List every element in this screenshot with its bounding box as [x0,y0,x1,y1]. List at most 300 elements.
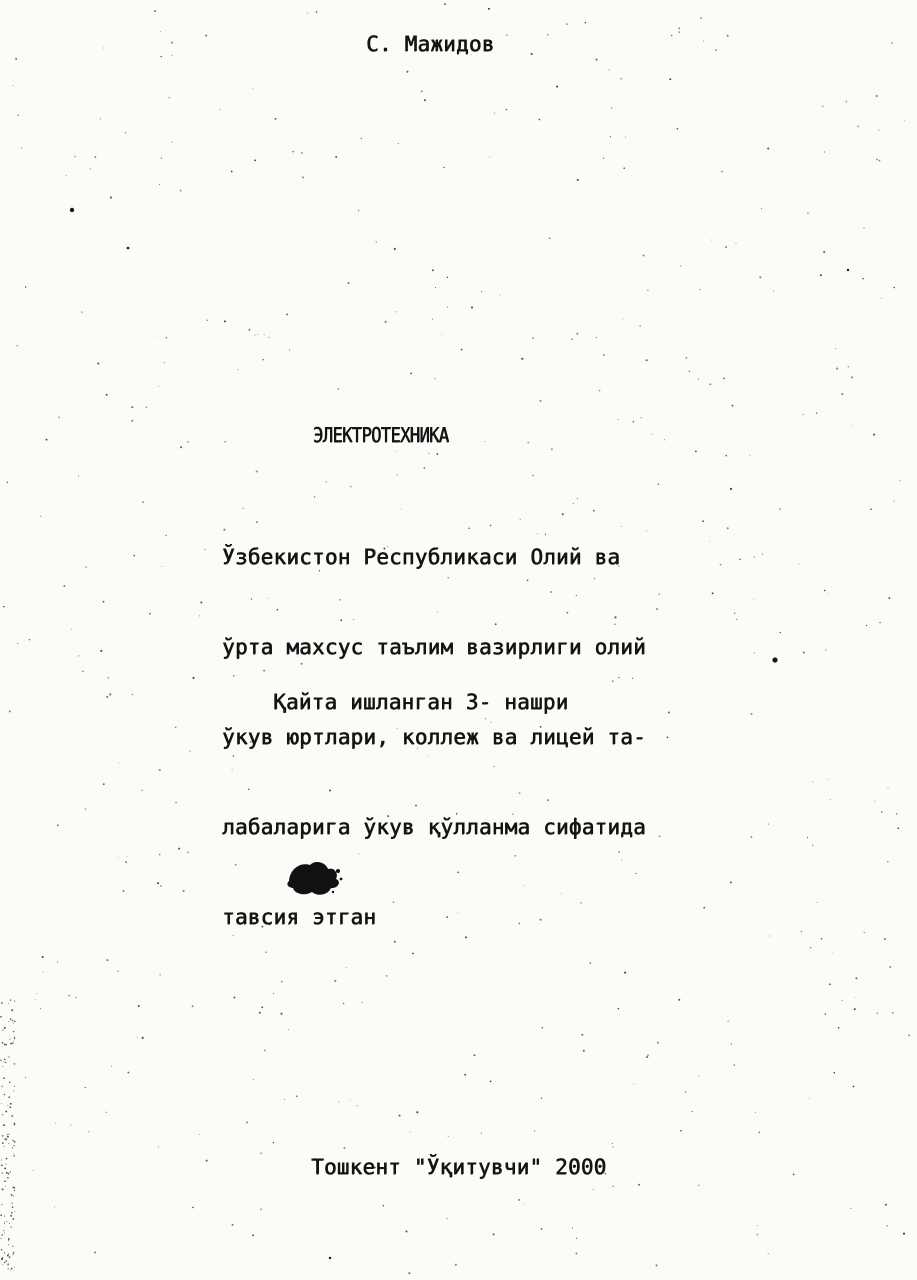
paper-speck [178,848,180,850]
paper-speck [731,1043,732,1044]
paper-speck [6,1221,7,1222]
paper-speck [730,882,732,884]
paper-speck [14,1211,15,1212]
paper-speck [348,282,350,284]
paper-speck [343,1147,345,1149]
paper-speck [447,277,448,278]
paper-speck [2,1086,3,1087]
paper-speck [175,802,177,804]
paper-speck [596,59,598,61]
paper-speck [531,53,533,55]
paper-speck [81,311,82,312]
paper-speck [6,1044,7,1045]
paper-speck [656,1264,658,1266]
paper-speck [4,1180,6,1182]
paper-speck [106,696,108,698]
paper-speck [767,147,769,149]
paper-speck [836,368,838,370]
paper-speck [180,446,182,448]
paper-speck [78,476,79,477]
paper-speck [575,1253,577,1255]
paper-speck [646,359,648,361]
paper-speck [799,563,800,564]
paper-speck [13,1153,14,1154]
paper-speck [643,255,645,257]
paper-speck [490,1081,492,1083]
paper-speck [10,999,11,1000]
paper-speck [549,237,551,239]
paper-speck [254,159,256,161]
paper-speck [532,475,533,476]
paper-speck [3,1230,4,1231]
paper-speck [13,1090,14,1091]
paper-speck [12,1206,14,1208]
paper-speck [750,455,751,456]
paper-speck [824,151,825,152]
paper-speck [447,307,448,308]
paper-speck [711,240,712,241]
paper-speck [117,970,118,971]
paper-speck [754,652,755,653]
paper-speck [698,1076,699,1077]
paper-speck [886,1225,888,1227]
paper-speck [169,97,170,98]
paper-speck [160,31,161,32]
paper-speck [908,1035,910,1037]
paper-speck [40,516,41,517]
paper-speck [7,1136,9,1138]
paper-speck [647,290,648,291]
paper-speck [432,319,433,320]
paper-speck [581,1034,583,1036]
paper-speck [172,55,173,56]
paper-speck [231,171,233,173]
paper-speck [10,1215,12,1217]
paper-speck [5,1062,6,1063]
paper-speck [12,1140,13,1141]
paper-speck [0,1059,1,1060]
paper-speck [204,549,205,550]
paper-speck [17,643,18,644]
paper-speck [888,597,890,599]
paper-speck [730,488,732,490]
paper-speck [3,1077,5,1079]
approval-line: Ўзбекистон Республикаси Олий ва [222,545,621,569]
paper-speck [668,711,670,713]
paper-speck [0,1214,2,1216]
paper-speck [268,337,269,338]
paper-speck [618,1008,620,1010]
paper-speck [853,1086,855,1088]
paper-speck [780,632,781,633]
paper-speck [577,179,579,181]
paper-speck [646,1056,648,1058]
paper-speck [851,425,852,426]
ink-dot [329,1257,331,1259]
paper-speck [256,470,258,472]
paper-speck [757,1225,758,1226]
paper-speck [224,441,225,442]
paper-speck [4,1221,5,1222]
paper-speck [633,1083,634,1084]
paper-speck [773,291,774,292]
paper-speck [887,861,888,862]
paper-speck [820,274,822,276]
paper-speck [14,1063,16,1065]
paper-speck [118,858,119,859]
paper-speck [149,613,151,615]
paper-speck [534,1130,535,1131]
paper-speck [183,890,185,892]
paper-speck [812,845,813,846]
paper-speck [11,1115,13,1117]
paper-speck [78,655,79,656]
paper-speck [13,85,14,86]
paper-speck [97,363,99,365]
paper-speck [273,993,274,994]
paper-speck [4,1044,6,1046]
book-title: ЭЛЕКТРОТЕХНИКА [313,423,449,447]
paper-speck [727,35,729,37]
paper-speck [103,601,105,603]
paper-speck [8,1238,10,1240]
paper-speck [528,442,529,443]
paper-speck [2,1029,3,1030]
paper-speck [13,1253,14,1254]
paper-speck [86,567,87,568]
paper-speck [100,650,102,652]
paper-speck [358,210,359,211]
paper-speck [119,763,120,764]
paper-speck [762,554,763,555]
paper-speck [335,156,337,158]
paper-speck [447,1218,448,1219]
paper-speck [4,1167,6,1169]
paper-speck [11,1194,13,1196]
publisher-imprint: Тошкент "Ўқитувчи" 2000 [311,1155,607,1179]
paper-speck [709,383,711,385]
paper-speck [106,1112,107,1113]
paper-speck [11,1268,13,1270]
paper-speck [838,1027,840,1029]
paper-speck [12,1147,13,1148]
paper-speck [126,856,127,857]
paper-speck [825,1013,826,1014]
paper-speck [159,386,160,387]
paper-speck [725,455,727,457]
paper-speck [494,113,495,114]
paper-speck [13,1031,14,1032]
paper-speck [161,566,162,567]
paper-speck [678,31,680,33]
paper-speck [361,138,362,139]
paper-speck [125,861,127,863]
paper-speck [541,1228,543,1230]
paper-speck [876,95,878,97]
paper-speck [686,357,688,359]
paper-speck [75,997,76,998]
paper-speck [680,1130,682,1132]
paper-speck [275,118,277,120]
paper-speck [835,348,836,349]
paper-speck [755,1112,756,1113]
paper-speck [807,837,808,838]
paper-speck [164,362,165,363]
paper-speck [12,1246,13,1247]
paper-speck [9,1106,11,1108]
paper-speck [435,287,436,288]
paper-speck [658,483,659,484]
paper-speck [461,349,463,351]
paper-speck [2,1114,3,1115]
paper-speck [132,694,133,695]
paper-speck [199,1134,200,1135]
paper-speck [523,1204,524,1205]
paper-speck [610,136,611,137]
paper-speck [611,107,613,109]
paper-speck [14,1086,15,1087]
paper-speck [3,1061,4,1062]
paper-speck [657,1042,659,1044]
paper-speck [506,109,507,110]
paper-speck [474,1054,476,1056]
paper-speck [885,1204,887,1206]
paper-speck [585,22,587,24]
paper-speck [192,1005,194,1007]
paper-speck [10,1269,11,1270]
paper-speck [759,276,761,278]
paper-speck [383,1205,384,1206]
paper-speck [667,737,669,739]
paper-speck [395,451,396,452]
paper-speck [63,585,65,587]
paper-speck [180,190,182,192]
paper-speck [13,1041,14,1042]
paper-speck [142,1037,144,1039]
paper-speck [14,1036,15,1037]
paper-speck [828,593,829,594]
paper-speck [877,1013,878,1014]
paper-speck [678,999,680,1001]
paper-speck [159,184,160,185]
paper-speck [138,1005,140,1007]
paper-speck [613,1147,614,1148]
approval-line: тавсия этган [222,905,377,929]
paper-speck [484,441,485,442]
paper-speck [471,306,473,308]
paper-speck [159,769,161,771]
paper-speck [12,1042,13,1043]
paper-speck [677,128,679,130]
paper-speck [571,338,573,340]
paper-speck [248,329,250,331]
paper-speck [262,359,263,360]
paper-speck [264,334,265,335]
paper-speck [252,1234,254,1236]
edition-note: Қайта ишланган 3- нашри [273,690,569,714]
paper-speck [410,373,412,375]
paper-speck [106,959,108,961]
paper-speck [518,1199,520,1201]
paper-speck [829,983,831,985]
paper-speck [257,334,258,335]
paper-speck [43,972,44,973]
paper-speck [46,439,48,441]
paper-speck [357,1105,358,1106]
paper-speck [750,713,752,715]
paper-speck [25,1077,26,1078]
paper-speck [659,593,660,594]
paper-speck [161,157,162,158]
paper-speck [316,11,318,13]
paper-speck [625,137,626,138]
paper-speck [4,1094,6,1096]
paper-speck [36,993,37,994]
paper-speck [1,1204,2,1205]
paper-speck [854,1008,856,1010]
paper-speck [825,649,826,650]
paper-speck [547,34,548,35]
paper-speck [237,369,238,370]
paper-speck [4,1233,5,1234]
paper-speck [55,1123,56,1124]
paper-speck [8,1253,9,1254]
paper-speck [1,1249,2,1251]
paper-speck [160,56,161,57]
paper-speck [841,393,843,395]
paper-speck [190,750,191,751]
paper-speck [481,291,482,292]
paper-speck [2,1172,3,1173]
paper-speck [612,1186,613,1187]
paper-speck [14,1123,16,1125]
author-name: С. Мажидов [366,32,495,56]
paper-speck [889,966,891,968]
paper-speck [166,337,168,339]
paper-speck [111,1066,112,1067]
paper-speck [70,1125,71,1126]
paper-speck [421,90,423,92]
paper-speck [302,176,304,178]
paper-speck [8,1268,9,1269]
paper-speck [801,931,803,933]
paper-speck [2,1142,4,1144]
paper-speck [429,453,430,454]
paper-speck [884,938,886,940]
paper-speck [572,1227,573,1228]
paper-speck [721,171,723,173]
paper-speck [103,783,105,785]
paper-speck [754,556,755,557]
approval-statement [222,482,646,992]
paper-speck [541,1098,542,1099]
paper-speck [822,106,824,108]
paper-speck [232,1224,234,1226]
paper-speck [680,265,681,266]
paper-speck [424,99,426,101]
paper-speck [11,1009,13,1011]
paper-speck [500,295,501,296]
paper-speck [350,1100,351,1101]
paper-speck [821,938,823,940]
paper-speck [866,625,867,626]
paper-speck [698,1185,700,1187]
paper-speck [659,835,661,837]
paper-speck [434,378,435,379]
paper-speck [881,811,883,813]
paper-speck [596,337,597,338]
paper-speck [803,652,805,654]
paper-speck [74,156,75,157]
paper-speck [481,1133,482,1134]
paper-speck [703,907,705,909]
paper-speck [842,1000,843,1001]
paper-speck [397,474,398,475]
paper-speck [68,995,69,996]
paper-speck [803,414,804,415]
paper-speck [21,147,22,148]
paper-speck [13,1186,15,1188]
paper-speck [893,501,894,502]
paper-speck [154,10,156,12]
paper-speck [599,390,601,392]
paper-speck [90,168,91,169]
paper-speck [761,208,762,209]
paper-speck [685,1091,687,1093]
paper-speck [639,325,640,326]
paper-speck [175,727,177,729]
paper-speck [862,278,864,280]
paper-speck [756,1234,758,1236]
paper-speck [834,1072,836,1074]
paper-speck [897,827,899,829]
paper-speck [759,1132,761,1134]
paper-speck [715,49,717,51]
paper-speck [828,779,829,780]
paper-speck [623,167,625,169]
paper-speck [769,936,770,937]
paper-speck [206,319,208,321]
paper-speck [260,1208,261,1209]
approval-line: ўкув юртлари, коллеж ва лицей та- [222,725,646,749]
paper-speck [8,1173,10,1175]
paper-speck [108,677,109,678]
paper-speck [284,1099,285,1100]
paper-speck [9,1256,11,1258]
paper-speck [656,608,658,610]
paper-speck [671,35,672,36]
paper-speck [551,448,553,450]
paper-speck [252,88,253,89]
paper-speck [259,1012,261,1014]
paper-speck [14,1020,16,1022]
paper-speck [12,1195,13,1196]
paper-speck [11,1227,12,1228]
paper-speck [521,358,523,360]
paper-speck [7,1105,8,1106]
paper-speck [106,394,108,396]
paper-speck [131,406,133,408]
paper-speck [692,1111,693,1112]
paper-speck [289,349,290,350]
paper-speck [5,1110,7,1112]
paper-speck [205,35,207,37]
paper-speck [816,412,817,413]
paper-speck [141,790,142,791]
paper-speck [7,1265,8,1266]
paper-speck [103,47,104,48]
paper-speck [288,1029,289,1030]
